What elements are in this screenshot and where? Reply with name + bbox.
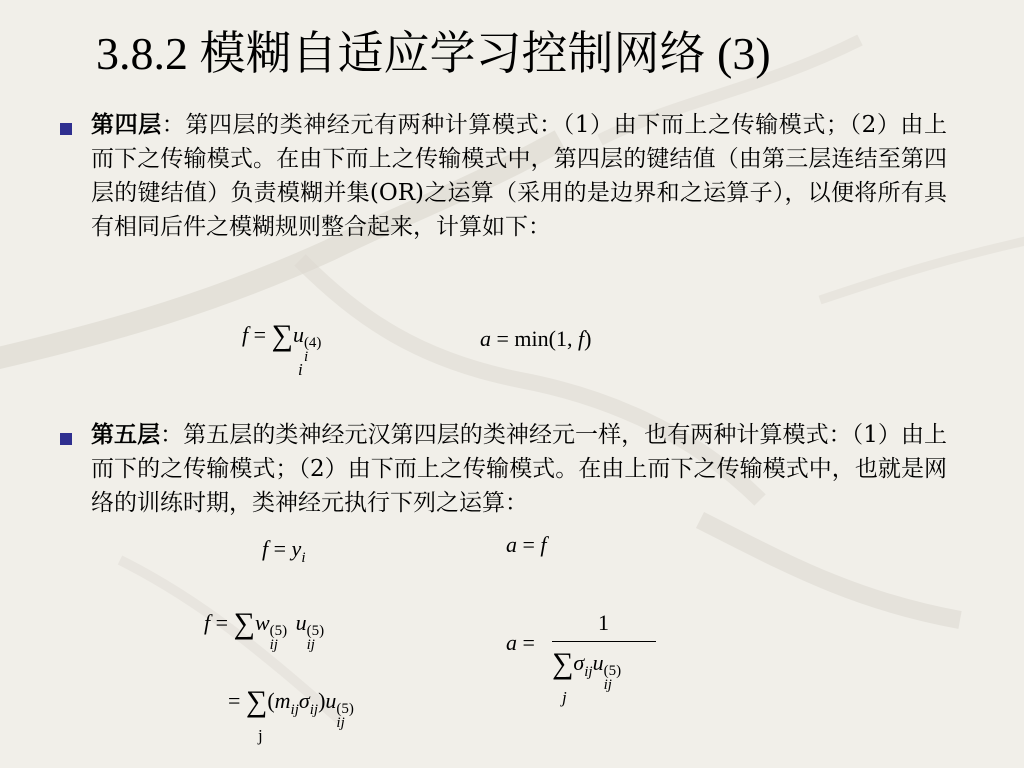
subscript-ij: ij [336, 715, 345, 731]
layer5-heading: 第五层 [91, 421, 161, 448]
var-sigma: σ [573, 650, 585, 675]
bullet-square-icon [60, 123, 72, 135]
eq-f-sum-wu [204, 607, 333, 653]
subscript-ij: ij [309, 702, 319, 718]
close-paren: ) [318, 688, 326, 713]
layer4-text: ：第四层的类神经元有两种计算模式：（1）由下而上之传输模式；（2）由上而下之传输模式。在由下而上之传输模式中，第四层的键结值（由第三层连结至第四层的键结值）负责模糊并集(OR)之运算（采用的是边界和之运算子），以便将所有具有相同后件之模糊规则整合起来，计算如下： [91, 112, 947, 240]
fraction-bar [552, 641, 656, 642]
sum-symbol: ∑ [271, 319, 293, 352]
var-a: a [480, 326, 491, 351]
subscript-ij: ij [306, 637, 315, 653]
subscript-ij: ij [603, 677, 612, 693]
var-u: u [292, 322, 304, 347]
var-w: w [254, 610, 270, 635]
min-expression: min(1, [514, 326, 578, 351]
superscript-4: (4) [303, 335, 322, 351]
var-y: y [291, 536, 302, 561]
eq-sign: = [253, 322, 267, 347]
fraction-denominator [552, 647, 630, 693]
eq-f-sum-u4 [242, 319, 332, 365]
sum-index-i: i [298, 360, 303, 379]
eq-sign: = [496, 326, 509, 351]
open-paren: ( [267, 688, 275, 713]
sum-index-j-roman: j [258, 726, 263, 745]
var-u: u [295, 610, 307, 635]
eq-a-fraction-lhs [506, 630, 535, 656]
var-u: u [325, 688, 337, 713]
var-sigma: σ [298, 688, 310, 713]
superscript-5: (5) [306, 623, 325, 639]
var-f: f [540, 532, 547, 557]
layer5-paragraph [91, 418, 947, 520]
eq-sign: = [273, 536, 287, 561]
eq-f-yi [262, 536, 305, 565]
var-f: f [242, 322, 249, 347]
var-f: f [204, 610, 211, 635]
subscript-ij: ij [269, 637, 278, 653]
layer4-paragraph [91, 108, 947, 244]
var-f: f [262, 536, 269, 561]
subscript-i: i [303, 349, 309, 365]
eq-sign: = [522, 630, 535, 655]
eq-sign: = [215, 610, 229, 635]
subscript-ij: ij [290, 702, 299, 718]
sum-symbol: ∑ [245, 685, 268, 718]
var-u: u [592, 650, 604, 675]
slide-title: 3.8.2 模糊自适应学习控制网络 (3) [96, 28, 771, 79]
subscript-i: i [301, 550, 306, 566]
sum-symbol: ∑ [233, 607, 255, 640]
subscript-ij: ij [584, 664, 593, 680]
var-a: a [506, 630, 517, 655]
layer4-heading: 第四层 [91, 111, 162, 138]
eq-sign: = [522, 532, 535, 557]
eq-a-min [480, 326, 591, 352]
superscript-5: (5) [603, 663, 622, 679]
var-m: m [274, 688, 291, 713]
layer5-text: ：第五层的类神经元汉第四层的类神经元一样，也有两种计算模式：（1）由上而下的之传输模式；（2）由下而上之传输模式。在由上而下之传输模式中，也就是网络的训练时期，类神经元执行下列之运算： [91, 422, 947, 516]
superscript-5: (5) [336, 701, 354, 717]
eq-sum-m-sigma-u [228, 685, 362, 731]
var-f: f [577, 326, 585, 351]
bullet-square-icon [60, 433, 72, 445]
fraction-numerator: 1 [598, 610, 609, 635]
sum-index-j: j [562, 688, 567, 707]
var-a: a [506, 532, 517, 557]
superscript-5: (5) [269, 623, 288, 639]
eq-a-f [506, 532, 547, 558]
eq-sign: = [228, 688, 241, 713]
close-paren: ) [584, 326, 592, 351]
sum-symbol: ∑ [552, 647, 574, 680]
